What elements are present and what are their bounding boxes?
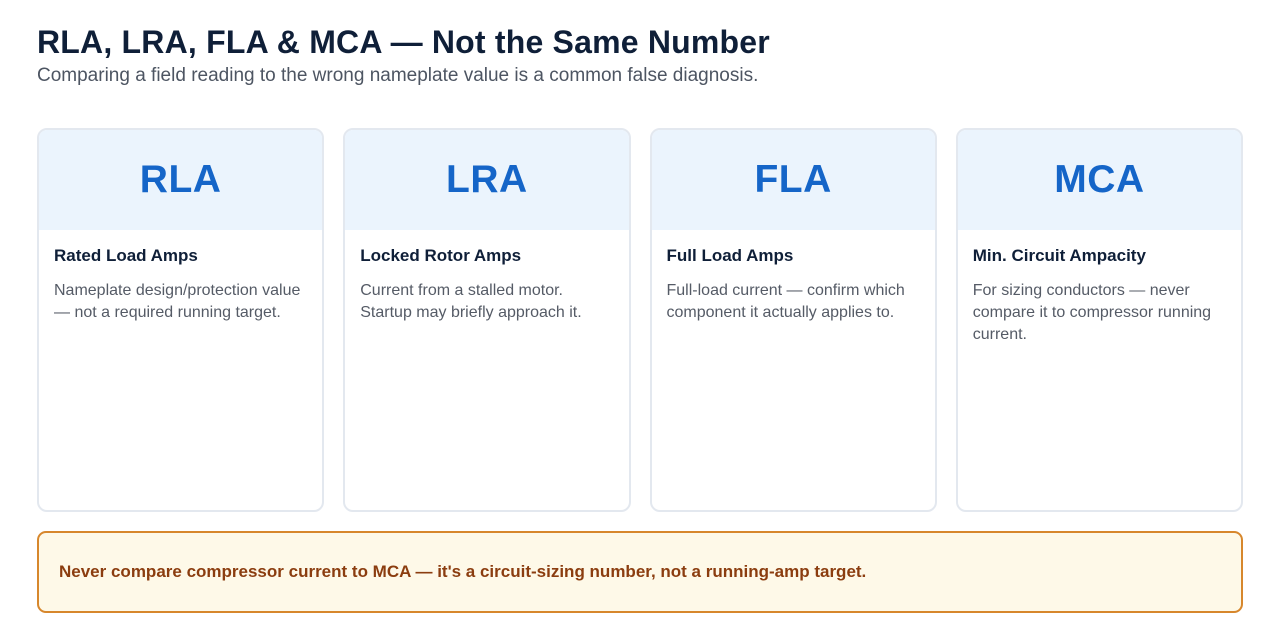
page-subtitle: Comparing a field reading to the wrong nameplate value is a common false diagnosis. bbox=[37, 65, 759, 86]
card-term-name: Locked Rotor Amps bbox=[360, 246, 522, 265]
card-rla bbox=[37, 128, 324, 512]
card-abbreviation: LRA bbox=[446, 158, 528, 201]
term-cards bbox=[37, 128, 1243, 512]
card-term-name: Min. Circuit Ampacity bbox=[972, 246, 1146, 265]
card-description: Full-load current — confirm which component it actually applies to. bbox=[666, 282, 905, 321]
card-abbreviation: FLA bbox=[754, 158, 832, 201]
card-header bbox=[39, 130, 322, 230]
card-lra bbox=[343, 128, 630, 512]
warning-callout-text: Never compare compressor current to MCA — it's a circuit-sizing number, not a running-amp target. bbox=[59, 562, 867, 581]
page-title: RLA, LRA, FLA & MCA — Not the Same Number bbox=[37, 24, 770, 60]
card-description: Nameplate design/protection value — not a required running target. bbox=[54, 282, 301, 321]
card-body bbox=[39, 230, 322, 324]
card-mca bbox=[956, 128, 1243, 512]
card-abbreviation: MCA bbox=[1054, 158, 1145, 201]
card-body bbox=[652, 230, 935, 324]
card-term-name: Rated Load Amps bbox=[54, 246, 198, 265]
card-header bbox=[652, 130, 935, 230]
card-description: Current from a stalled motor. Startup may briefly approach it. bbox=[360, 282, 582, 321]
card-description: For sizing conductors — never compare it to compressor running current. bbox=[972, 282, 1212, 343]
card-header bbox=[345, 130, 628, 230]
card-body bbox=[958, 230, 1241, 346]
card-header bbox=[958, 130, 1241, 230]
card-abbreviation: RLA bbox=[139, 158, 222, 201]
card-fla bbox=[650, 128, 937, 512]
warning-callout bbox=[37, 531, 1243, 613]
card-term-name: Full Load Amps bbox=[666, 246, 794, 265]
card-body bbox=[345, 230, 628, 324]
